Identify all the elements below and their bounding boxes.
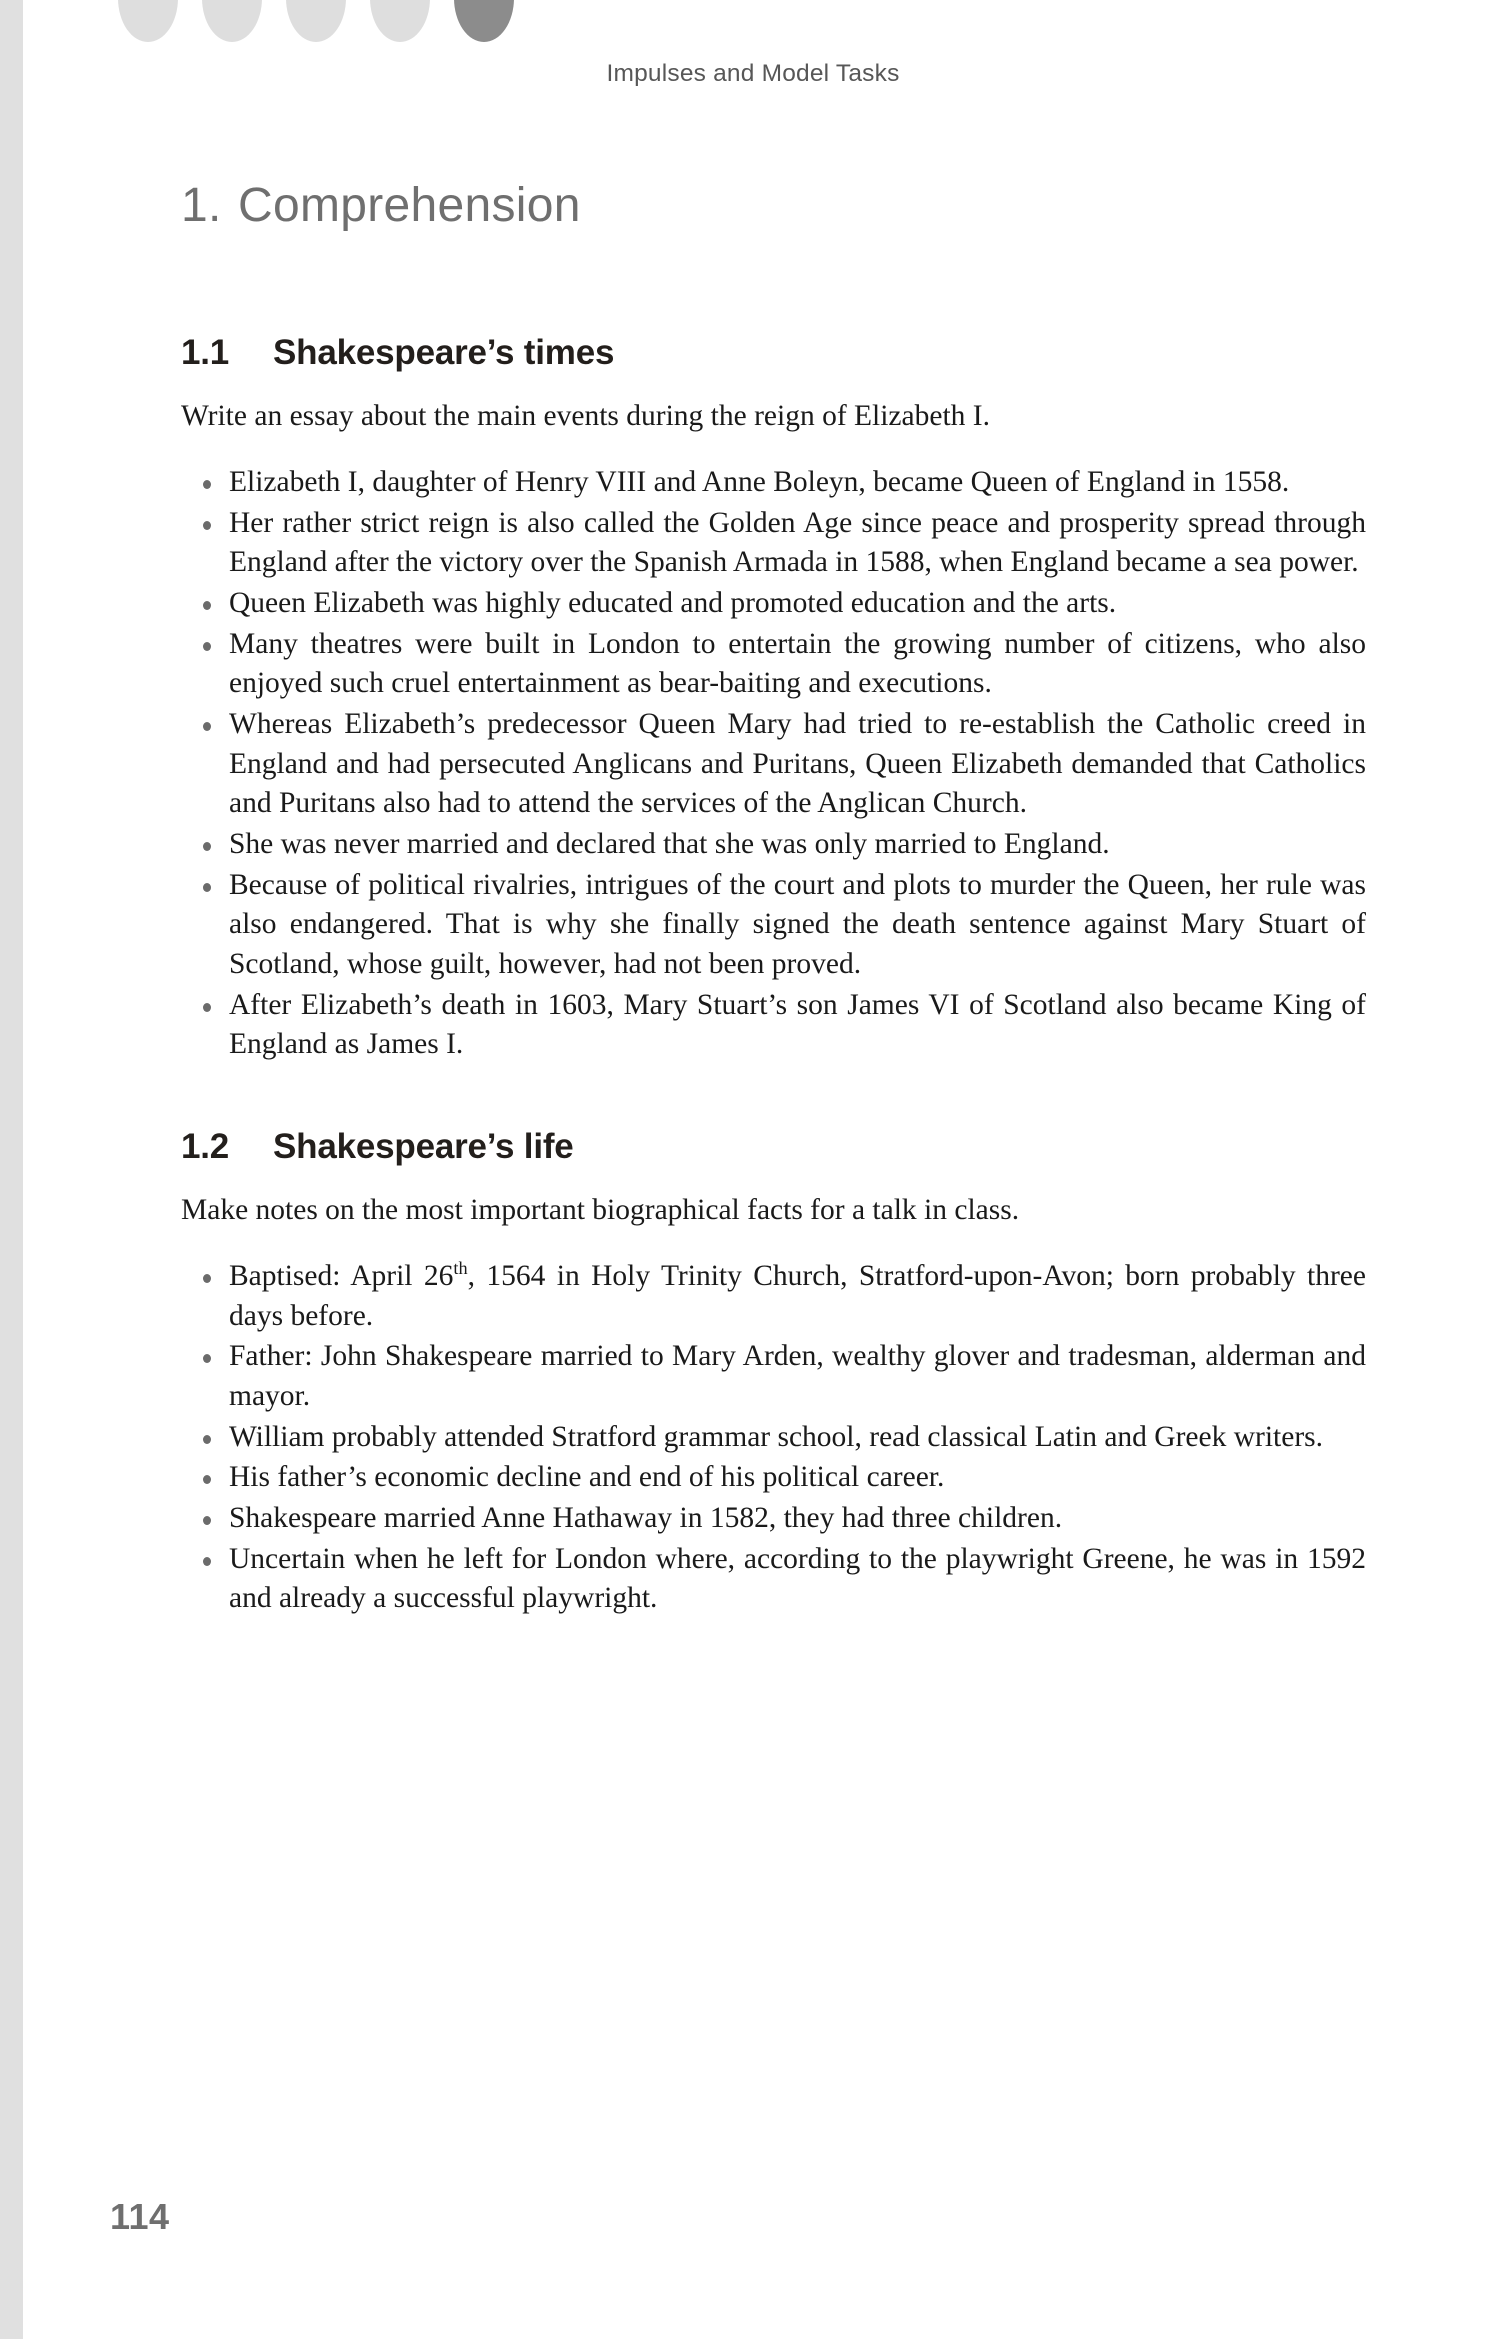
section-1-1-lead: Write an essay about the main events during the reign of Elizabeth I. (181, 400, 990, 433)
section-1-1-number: 1.1 (181, 332, 230, 372)
page-content (181, 180, 1366, 1620)
list-item: Queen Elizabeth was highly educated and promoted education and the arts. (181, 584, 1366, 624)
list-item: Her rather strict reign is also called the Golden Age since peace and prosperity spread through England after the victory over the Spanish Armada in 1588, when England became a sea power. (181, 504, 1366, 583)
chapter-dot-1 (118, 0, 178, 42)
list-item: Many theatres were built in London to entertain the growing number of citizens, who also enjoyed such cruel entertainment as bear-baiting and executions. (181, 625, 1366, 704)
chapter-dot-4 (370, 0, 430, 42)
ordinal-suffix: th (453, 1258, 468, 1279)
list-item: Because of political rivalries, intrigues of the court and plots to murder the Queen, her rule was also endangered. That is why she finally signed the death sentence against Mary Stuart of Scotland, whose guilt, however, had not been proved. (181, 866, 1366, 985)
page-edge-strip (0, 0, 23, 2339)
list-item-text-post: , 1564 in Holy Trinity Church, Stratford-upon-Avon; born probably three days before. (229, 1260, 1366, 1332)
section-1-1-title-text: Shakespeare’s times (273, 332, 615, 372)
section-1-1-heading (181, 333, 1366, 373)
list-item: After Elizabeth’s death in 1603, Mary Stuart’s son James VI of Scotland also became King of England as James I. (181, 986, 1366, 1065)
chapter-title-text: Comprehension (238, 179, 581, 232)
list-item: Elizabeth I, daughter of Henry VIII and Anne Boleyn, became Queen of England in 1558. (181, 463, 1366, 503)
section-1-2 (181, 1127, 1366, 1619)
chapter-number: 1. (181, 179, 222, 232)
section-1-1-bullet-list (181, 463, 1366, 1065)
section-1-2-number: 1.2 (181, 1126, 230, 1166)
list-item: William probably attended Stratford grammar school, read classical Latin and Greek writers. (181, 1418, 1366, 1458)
chapter-dot-indicator (118, 0, 514, 42)
section-1-1 (181, 333, 1366, 1065)
section-1-2-bullet-list (181, 1257, 1366, 1619)
section-1-2-title-text: Shakespeare’s life (273, 1126, 574, 1166)
list-item: Father: John Shakespeare married to Mary Arden, wealthy glover and tradesman, alderman and mayor. (181, 1337, 1366, 1416)
chapter-dot-5-active (454, 0, 514, 42)
list-item-text-pre: Baptised: April 26 (229, 1260, 454, 1292)
section-1-2-heading (181, 1127, 1366, 1167)
list-item (181, 1257, 1366, 1336)
list-item: Uncertain when he left for London where, according to the playwright Greene, he was in 1592 and already a successful playwright. (181, 1540, 1366, 1619)
chapter-dot-3 (286, 0, 346, 42)
chapter-heading (181, 180, 1366, 233)
section-1-2-lead: Make notes on the most important biographical facts for a talk in class. (181, 1194, 1020, 1227)
running-head: Impulses and Model Tasks (606, 60, 900, 87)
list-item: She was never married and declared that she was only married to England. (181, 825, 1366, 865)
page-number: 114 (110, 2196, 170, 2237)
chapter-dot-2 (202, 0, 262, 42)
list-item: Shakespeare married Anne Hathaway in 1582, they had three children. (181, 1499, 1366, 1539)
list-item: Whereas Elizabeth’s predecessor Queen Mary had tried to re-establish the Catholic creed in England and had persecuted Anglicans and Puritans, Queen Elizabeth demanded that Catholics and Puritans also had to attend the services of the Anglican Church. (181, 705, 1366, 824)
list-item: His father’s economic decline and end of his political career. (181, 1458, 1366, 1498)
